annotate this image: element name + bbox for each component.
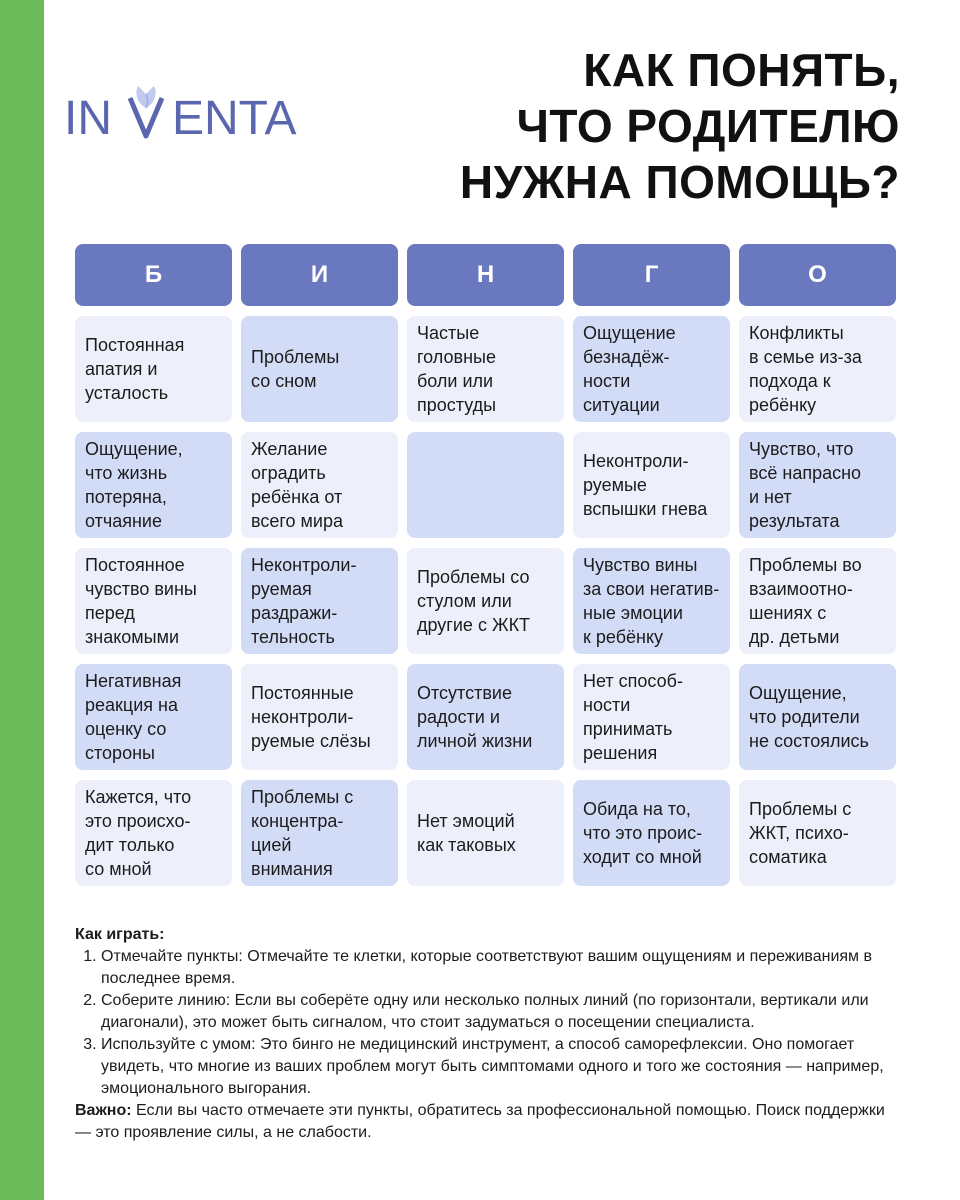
bingo-header-letter: Н [407, 244, 564, 306]
bingo-header-letter: Г [573, 244, 730, 306]
bingo-cell[interactable]: Конфликты в семье из-за подхода к ребёнку [739, 316, 896, 422]
bingo-cell[interactable]: Проблемы со стулом или другие с ЖКТ [407, 548, 564, 654]
important-text: Если вы часто отмечаете эти пункты, обратитесь за профессиональной помощью. Поиск поддержки — это проявление силы, а не слабости. [75, 1102, 885, 1141]
bingo-header-letter: И [241, 244, 398, 306]
bingo-cell[interactable]: Обида на то, что это проис- ходит со мной [573, 780, 730, 886]
bingo-cell[interactable]: Ощущение, что родители не состоялись [739, 664, 896, 770]
bingo-cell[interactable]: Постоянная апатия и усталость [75, 316, 232, 422]
bingo-cell[interactable]: Постоянное чувство вины перед знакомыми [75, 548, 232, 654]
instruction-step: 2. Соберите линию: Если вы соберёте одну или несколько полных линий (по горизонтали, вертикали или диагонали), это может быть сигналом, что стоит задуматься о посещении специалиста. [101, 990, 905, 1034]
bingo-cell[interactable]: Частые головные боли или простуды [407, 316, 564, 422]
bingo-cell[interactable]: Неконтроли- руемые вспышки гнева [573, 432, 730, 538]
bingo-cell[interactable]: Постоянные неконтроли- руемые слёзы [241, 664, 398, 770]
tulip-icon [130, 86, 162, 136]
bingo-cell[interactable] [407, 432, 564, 538]
instruction-step: 1. Отмечайте пункты: Отмечайте те клетки, которые соответствуют вашим ощущениям и переживаниям в последнее время. [101, 946, 905, 990]
bingo-cell[interactable]: Проблемы со сном [241, 316, 398, 422]
bingo-cell[interactable]: Желание оградить ребёнка от всего мира [241, 432, 398, 538]
instruction-step: 3. Используйте с умом: Это бинго не медицинский инструмент, а способ саморефлексии. Оно помогает увидеть, что многие из ваших проблем могут быть симптомами одного и того же состояния — например, эмоционального выгорания. [101, 1034, 905, 1100]
logo-letters-in: IN [64, 92, 112, 144]
instructions-list [75, 946, 905, 1100]
logo-letters-enta: ENTA [172, 92, 297, 144]
bingo-header-letter: О [739, 244, 896, 306]
bingo-cell[interactable]: Неконтроли- руемая раздражи- тельность [241, 548, 398, 654]
important-note [75, 1100, 905, 1144]
bingo-cell[interactable]: Кажется, что это происхо- дит только со мной [75, 780, 232, 886]
bingo-cell[interactable]: Проблемы с концентра- цией внимания [241, 780, 398, 886]
inventa-logo [64, 84, 304, 144]
bingo-cell[interactable]: Проблемы с ЖКТ, психо- соматика [739, 780, 896, 886]
green-side-stripe [0, 0, 44, 1200]
bingo-cell[interactable]: Проблемы во взаимоотно- шениях с др. детьми [739, 548, 896, 654]
bingo-cell[interactable]: Чувство, что всё напрасно и нет результата [739, 432, 896, 538]
bingo-header-letter: Б [75, 244, 232, 306]
bingo-cell[interactable]: Чувство вины за свои негатив- ные эмоции к ребёнку [573, 548, 730, 654]
page-title: КАК ПОНЯТЬ, ЧТО РОДИТЕЛЮ НУЖНА ПОМОЩЬ? [459, 44, 900, 208]
important-label: Важно: [75, 1102, 132, 1119]
bingo-cell[interactable]: Нет эмоций как таковых [407, 780, 564, 886]
bingo-cell[interactable]: Нет способ- ности принимать решения [573, 664, 730, 770]
instructions-block [75, 924, 905, 1144]
bingo-cell[interactable]: Отсутствие радости и личной жизни [407, 664, 564, 770]
instructions-heading: Как играть: [75, 926, 165, 943]
bingo-cell[interactable]: Ощущение, что жизнь потеряна, отчаяние [75, 432, 232, 538]
bingo-cell[interactable]: Ощущение безнадёж- ности ситуации [573, 316, 730, 422]
bingo-cell[interactable]: Негативная реакция на оценку со стороны [75, 664, 232, 770]
bingo-grid [75, 244, 897, 886]
